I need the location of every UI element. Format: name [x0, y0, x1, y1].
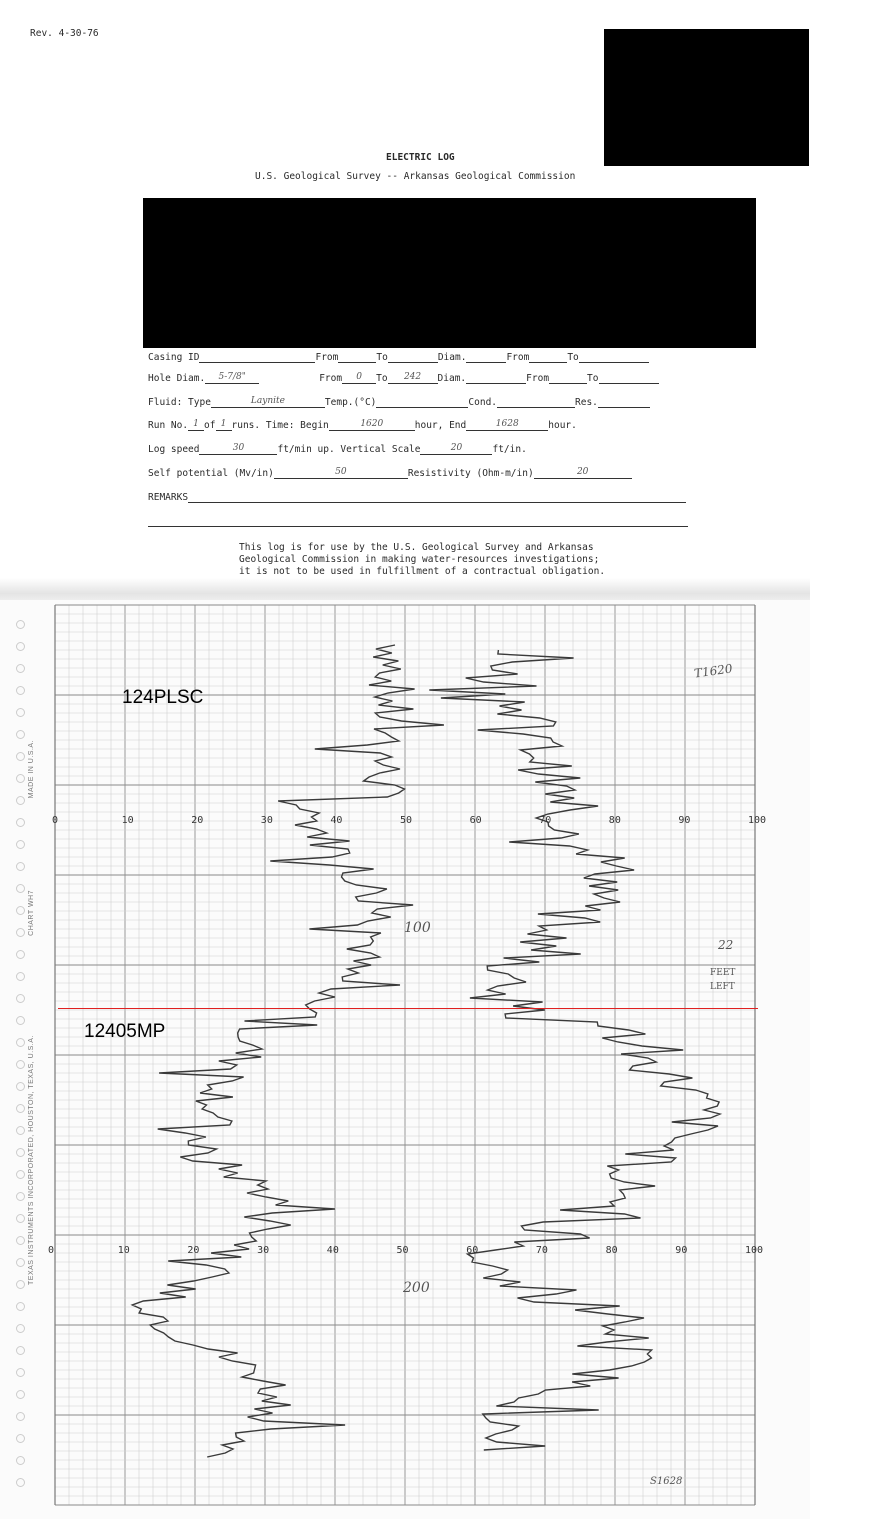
form-row-hole: [148, 373, 659, 384]
form-row-fluid: [148, 397, 650, 408]
sp-value: 50: [335, 467, 347, 477]
perforation-hole: [16, 1478, 25, 1487]
manufacturer-text: TEXAS INSTRUMENTS INCORPORATED, HOUSTON, TEXAS, U.S.A.: [28, 1035, 35, 1285]
form-row-speed: [148, 444, 527, 455]
of-label: of: [204, 420, 216, 431]
resistivity-label: Resistivity (Ohm-m/in): [407, 468, 534, 479]
scale-tick-label: 0: [48, 1245, 55, 1256]
scale-tick-label: 50: [400, 815, 413, 826]
perforation-hole: [16, 1082, 25, 1091]
log-speed-units: ft/min up. Vertical Scale: [277, 444, 421, 455]
perforation-hole: [16, 840, 25, 849]
scale-tick-label: 10: [117, 1245, 130, 1256]
perforation-hole: [16, 972, 25, 981]
casing-to2-label: To: [567, 352, 579, 363]
perforation-hole: [16, 862, 25, 871]
perforation-hole: [16, 686, 25, 695]
remarks-line-2: [148, 526, 688, 527]
perforation-hole: [16, 950, 25, 959]
note-feet-label: FEET: [710, 968, 736, 978]
perforation-hole: [16, 884, 25, 893]
perforation-hole: [16, 818, 25, 827]
perforation-hole: [16, 1038, 25, 1047]
remarks-label: REMARKS: [148, 492, 189, 503]
disclaimer: [239, 542, 605, 578]
perforation-hole: [16, 1060, 25, 1069]
note-start-time: T1620: [693, 661, 734, 681]
document-subtitle: U.S. Geological Survey -- Arkansas Geological Commission: [255, 171, 576, 182]
perforation-hole: [16, 906, 25, 915]
hole-to-value: 242: [403, 372, 422, 382]
perforation-hole: [16, 1346, 25, 1355]
perforation-hole: [16, 642, 25, 651]
casing-from-label: From: [315, 352, 339, 363]
perforation-hole: [16, 1434, 25, 1443]
scale-tick-label: 70: [539, 815, 552, 826]
vertical-scale-value: 20: [450, 443, 463, 453]
fluid-label: Fluid: Type: [148, 397, 211, 408]
perforation-hole: [16, 1104, 25, 1113]
formation-boundary-line: [58, 1008, 758, 1009]
perforation-hole: [16, 1412, 25, 1421]
perforation-hole: [16, 730, 25, 739]
form-row-remarks: [148, 492, 686, 503]
scale-tick-label: 100: [745, 1245, 764, 1256]
hour-label: hour.: [548, 420, 577, 431]
revision-date: Rev. 4-30-76: [30, 28, 99, 39]
log-speed-label: Log speed: [148, 444, 200, 455]
perforation-hole: [16, 1236, 25, 1245]
formation-label-mid: 12405MP: [84, 1021, 166, 1042]
perforation-hole: [16, 928, 25, 937]
res-label: Res.: [575, 397, 598, 408]
perforation-hole: [16, 664, 25, 673]
perforation-hole: [16, 1280, 25, 1289]
perforation-hole: [16, 1170, 25, 1179]
hole-diam-label: Hole Diam.: [148, 373, 206, 384]
perforation-hole: [16, 1258, 25, 1267]
resistivity-value: 20: [576, 467, 589, 477]
hole-to2-label: To: [587, 373, 599, 384]
scale-tick-label: 50: [396, 1245, 409, 1256]
time-label: Time: Begin: [265, 420, 329, 431]
hole-from-value: 0: [356, 372, 362, 382]
scale-tick-label: 90: [678, 815, 691, 826]
perforation-hole: [16, 708, 25, 717]
scale-tick-label: 80: [605, 1245, 618, 1256]
hole-to-label: To: [376, 373, 388, 384]
perforation-hole: [16, 1126, 25, 1135]
perforation-hole: [16, 1148, 25, 1157]
perforation-hole: [16, 1368, 25, 1377]
chart-grid: [55, 605, 755, 1505]
note-end-time: S1628: [650, 1476, 683, 1487]
vertical-scale-units: ft/in.: [492, 444, 527, 455]
perforation-hole: [16, 796, 25, 805]
run-no-value: 1: [193, 419, 199, 429]
formation-label-top: 124PLSC: [122, 687, 204, 708]
form-row-casing: [148, 352, 649, 363]
scale-tick-label: 90: [675, 1245, 688, 1256]
scale-tick-label: 40: [330, 815, 343, 826]
document-title: ELECTRIC LOG: [386, 152, 455, 163]
scale-tick-label: 80: [608, 815, 621, 826]
runs-label: runs.: [231, 420, 261, 431]
casing-from2-label: From: [506, 352, 530, 363]
casing-diam-label: Diam.: [437, 352, 467, 363]
redaction-block-top: [604, 29, 809, 166]
begin-value: 1620: [360, 419, 384, 429]
scale-tick-label: 20: [187, 1245, 200, 1256]
scale-tick-label: 20: [191, 815, 204, 826]
made-in-text: MADE IN U.S.A.: [28, 740, 35, 799]
disclaimer-line-3: it is not to be used in fulfillment of a contractual obligation.: [239, 566, 606, 577]
scale-tick-label: 30: [260, 815, 273, 826]
temp-label: Temp.(°C): [324, 397, 377, 408]
chart-code-text: CHART WH7: [28, 890, 35, 936]
note-left-label: LEFT: [710, 982, 735, 992]
note-feet-number: 22: [718, 938, 734, 952]
casing-to-label: To: [376, 352, 388, 363]
perforation-hole: [16, 620, 25, 629]
hole-from-label: From: [319, 373, 343, 384]
cond-label: Cond.: [468, 397, 498, 408]
scale-tick-label: 60: [466, 1245, 479, 1256]
scale-tick-label: 70: [535, 1245, 548, 1256]
disclaimer-line-2: Geological Commission in making water-resources investigations;: [239, 554, 600, 565]
hole-diam-value: 5-7/8": [218, 372, 246, 382]
depth-mark-200: 200: [403, 1280, 430, 1296]
fluid-value: Laynite: [250, 396, 285, 406]
hour-end-label: hour, End: [414, 420, 467, 431]
run-no-label: Run No.: [148, 420, 189, 431]
perforation-hole: [16, 994, 25, 1003]
scale-tick-label: 40: [326, 1245, 339, 1256]
perforation-hole: [16, 1214, 25, 1223]
perforation-hole: [16, 1016, 25, 1025]
scale-tick-label: 60: [469, 815, 482, 826]
form-row-run: [148, 420, 577, 431]
log-speed-value: 30: [232, 443, 245, 453]
log-chart-paper: [0, 600, 810, 1519]
hole-from2-label: From: [526, 373, 550, 384]
perforation-hole: [16, 1456, 25, 1465]
hole-diam2-label: Diam.: [437, 373, 467, 384]
disclaimer-line-1: This log is for use by the U.S. Geological Survey and Arkansas: [239, 542, 594, 553]
depth-mark-100: 100: [404, 920, 431, 936]
scale-tick-label: 100: [748, 815, 767, 826]
end-value: 1628: [495, 419, 519, 429]
perforation-hole: [16, 1390, 25, 1399]
casing-id-label: Casing ID: [148, 352, 200, 363]
perforation-hole: [16, 1302, 25, 1311]
scale-tick-label: 30: [257, 1245, 270, 1256]
scale-tick-label: 0: [52, 815, 59, 826]
scale-tick-label: 10: [121, 815, 134, 826]
perforation-hole: [16, 752, 25, 761]
redaction-block-main: [143, 198, 756, 348]
perforation-hole: [16, 774, 25, 783]
of-value: 1: [220, 419, 227, 429]
form-row-sp: [148, 468, 632, 479]
sp-label: Self potential (Mv/in): [148, 468, 274, 479]
perforation-hole: [16, 1192, 25, 1201]
perforation-hole: [16, 1324, 25, 1333]
